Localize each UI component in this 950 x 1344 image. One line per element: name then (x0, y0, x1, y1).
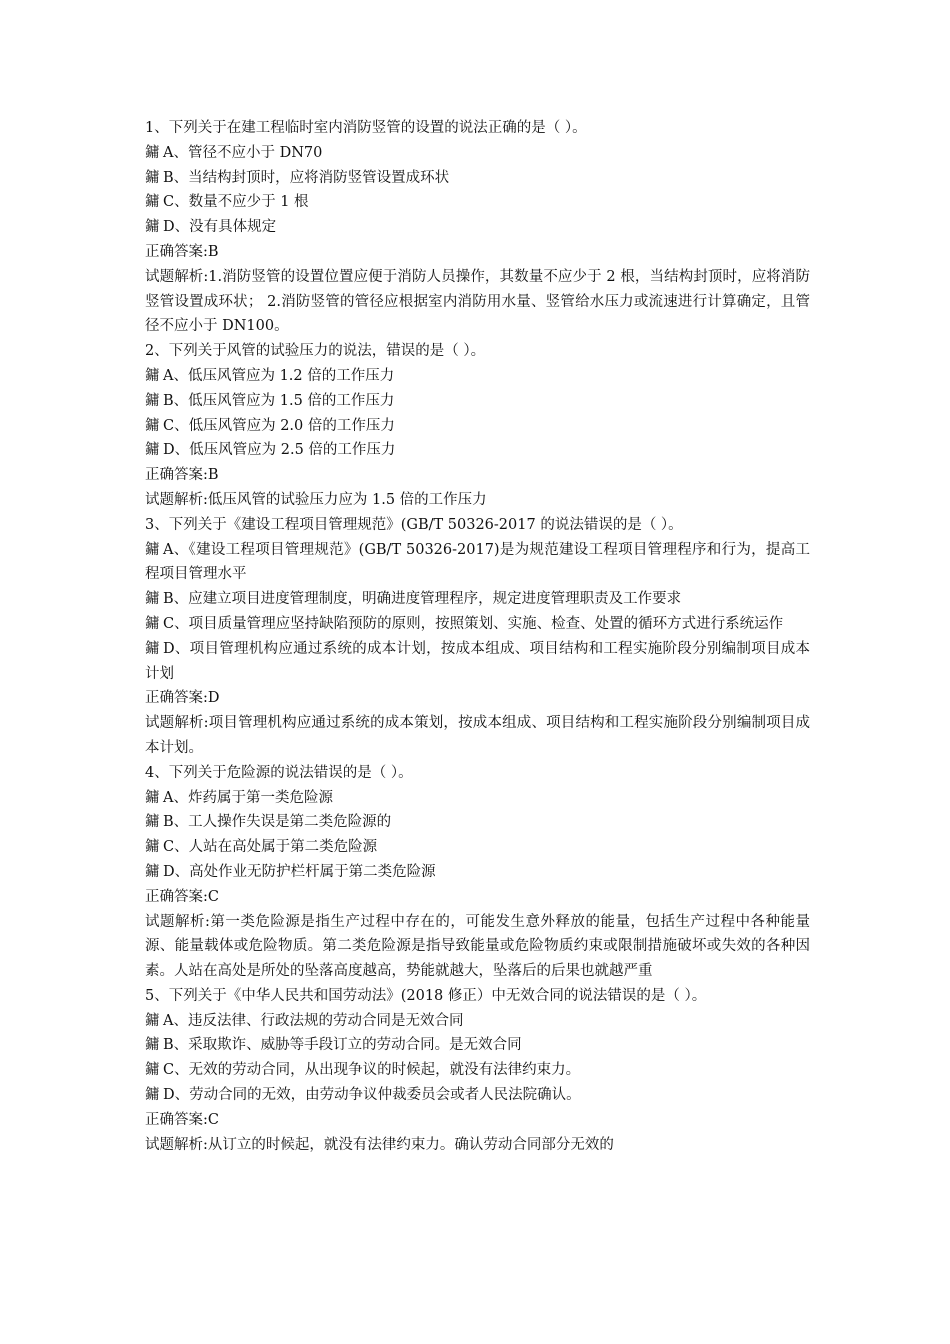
option-text: A、炸药属于第一类危险源 (163, 789, 333, 806)
option-a (145, 538, 810, 588)
option-marker: 鏞 (145, 814, 160, 831)
option-d (145, 860, 810, 885)
option-marker: 鏞 (145, 194, 160, 211)
option-b (145, 587, 810, 612)
question-stem: 2、下列关于风管的试验压力的说法，错误的是（ ）。 (145, 343, 486, 360)
question-stem: 3、下列关于《建设工程项目管理规范》(GB/T 50326-2017 的说法错误的是（ ）。 (145, 516, 683, 533)
correct-answer: 正确答案:B (145, 243, 219, 260)
option-c (145, 414, 810, 439)
explanation: 试题解析:从订立的时候起，就没有法律约束力。确认劳动合同部分无效的 (145, 1136, 614, 1153)
correct-answer: 正确答案:C (145, 888, 219, 905)
option-text: B、应建立项目进度管理制度，明确进度管理程序，规定进度管理职责及工作要求 (163, 591, 682, 608)
option-b (145, 810, 810, 835)
option-text: D、低压风管应为 2.5 倍的工作压力 (163, 442, 396, 459)
option-text: A、管径不应小于 DN70 (163, 144, 323, 161)
question-3 (145, 513, 810, 761)
option-marker: 鏞 (145, 367, 160, 384)
explanation: 试题解析:项目管理机构应通过系统的成本策划，按成本组成、项目结构和工程实施阶段分别编制项目成本计划。 (145, 715, 810, 756)
option-marker: 鏞 (145, 789, 160, 806)
option-text: C、人站在高处属于第二类危险源 (163, 839, 378, 856)
option-a (145, 786, 810, 811)
option-text: C、低压风管应为 2.0 倍的工作压力 (163, 417, 395, 434)
option-text: C、数量不应少于 1 根 (163, 194, 309, 211)
question-stem: 1、下列关于在建工程临时室内消防竖管的设置的说法正确的是（ ）。 (145, 120, 587, 136)
option-text: B、工人操作失误是第二类危险源的 (163, 814, 392, 831)
option-text: A、违反法律、行政法规的劳动合同是无效合同 (163, 1012, 464, 1029)
option-marker: 鏞 (145, 541, 160, 558)
option-c (145, 612, 810, 637)
option-c (145, 190, 810, 215)
option-marker: 鏞 (145, 1012, 160, 1029)
option-marker: 鏞 (145, 591, 160, 608)
option-text: D、劳动合同的无效，由劳动争议仲裁委员会或者人民法院确认。 (163, 1087, 581, 1104)
correct-answer: 正确答案:B (145, 467, 219, 484)
option-marker: 鏞 (145, 417, 160, 434)
document-page (145, 116, 810, 1157)
option-marker: 鏞 (145, 863, 160, 880)
option-b (145, 166, 810, 191)
question-stem: 5、下列关于《中华人民共和国劳动法》(2018 修正）中无效合同的说法错误的是（ ）。 (145, 987, 707, 1004)
option-d (145, 215, 810, 240)
question-5 (145, 984, 810, 1158)
option-marker: 鏞 (145, 640, 160, 657)
option-d (145, 637, 810, 687)
option-a (145, 364, 810, 389)
option-text: C、无效的劳动合同，从出现争议的时候起，就没有法律约束力。 (163, 1062, 581, 1079)
option-marker: 鏞 (145, 442, 160, 459)
option-text: C、项目质量管理应坚持缺陷预防的原则，按照策划、实施、检查、处置的循环方式进行系统运作 (163, 615, 784, 632)
option-marker: 鏞 (145, 144, 160, 161)
option-marker: 鏞 (145, 1037, 160, 1054)
option-a (145, 1009, 810, 1034)
option-d (145, 1083, 810, 1108)
explanation: 试题解析:低压风管的试验压力应为 1.5 倍的工作压力 (145, 491, 487, 508)
option-text: A、《建设工程项目管理规范》(GB/T 50326-2017)是为规范建设工程项目管理程序和行为，提高工程项目管理水平 (145, 541, 810, 583)
option-marker: 鏞 (145, 839, 160, 856)
option-a (145, 141, 810, 166)
option-b (145, 389, 810, 414)
option-c (145, 1058, 810, 1083)
explanation: 试题解析:1.消防竖管的设置位置应便于消防人员操作，其数量不应少于 2 根，当结构封顶时，应将消防竖管设置成环状； 2.消防竖管的管径应根据室内消防用水量、竖管给水压力或流速进行计算确定，且管径不应小于 DN100。 (145, 268, 810, 335)
option-text: A、低压风管应为 1.2 倍的工作压力 (163, 367, 395, 384)
question-2 (145, 339, 810, 513)
option-marker: 鏞 (145, 219, 160, 236)
option-text: D、没有具体规定 (163, 219, 277, 236)
option-c (145, 835, 810, 860)
correct-answer: 正确答案:C (145, 1111, 219, 1128)
option-d (145, 438, 810, 463)
question-1 (145, 116, 810, 339)
option-text: B、当结构封顶时，应将消防竖管设置成环状 (163, 169, 450, 186)
question-stem: 4、下列关于危险源的说法错误的是（ ）。 (145, 764, 413, 781)
option-text: D、高处作业无防护栏杆属于第二类危险源 (163, 863, 436, 880)
option-marker: 鏞 (145, 392, 160, 409)
option-text: D、项目管理机构应通过系统的成本计划，按成本组成、项目结构和工程实施阶段分别编制项目成本计划 (145, 640, 810, 682)
option-marker: 鏞 (145, 615, 160, 632)
option-marker: 鏞 (145, 1087, 160, 1104)
option-text: B、低压风管应为 1.5 倍的工作压力 (163, 392, 395, 409)
option-marker: 鏞 (145, 169, 160, 186)
correct-answer: 正确答案:D (145, 690, 220, 707)
option-marker: 鏞 (145, 1062, 160, 1079)
option-b (145, 1033, 810, 1058)
question-4 (145, 761, 810, 984)
option-text: B、采取欺诈、威胁等手段订立的劳动合同。是无效合同 (163, 1037, 522, 1054)
explanation: 试题解析:第一类危险源是指生产过程中存在的，可能发生意外释放的能量，包括生产过程中各种能量源、能量载体或危险物质。第二类危险源是指导致能量或危险物质约束或限制措施破坏或失效的各种因素。人站在高处是所处的坠落高度越高，势能就越大，坠落后的后果也就越严重 (145, 913, 810, 980)
